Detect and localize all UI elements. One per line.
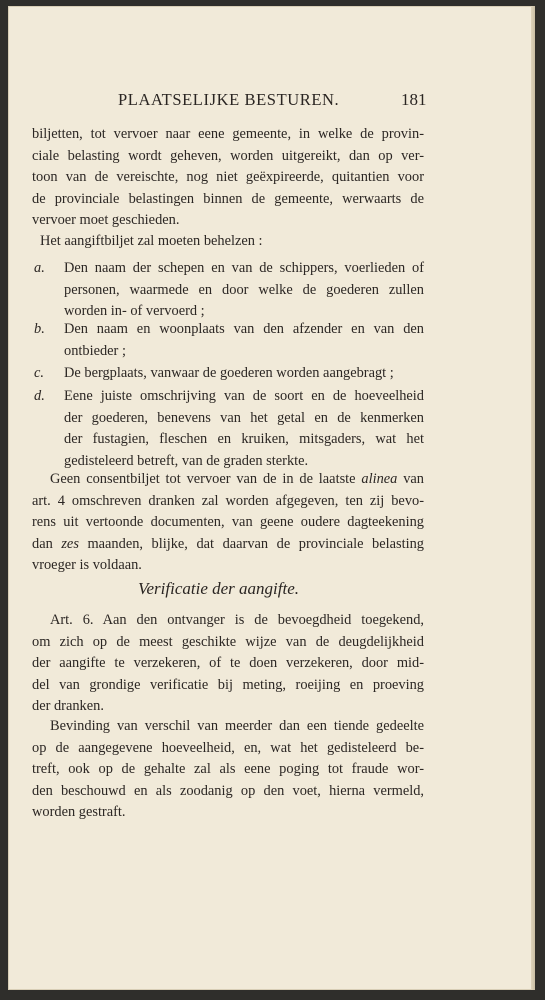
item-letter: c. xyxy=(34,365,44,381)
paragraph-5 xyxy=(32,716,424,824)
text-line: om zich op de meest geschikte wijze van de deugdelijkheid xyxy=(32,633,424,650)
text-line: der dranken. xyxy=(32,698,104,714)
text-line: op de aangegevene hoeveelheid, en, wat het gedisteleerd be- xyxy=(32,739,424,756)
text-line xyxy=(32,469,424,491)
text-line: del van grondige verificatie bij meting, roeijing en proeving xyxy=(32,676,424,693)
text-line: ciale belasting wordt geheven, worden uitgereikt, dan op ver- xyxy=(32,147,424,164)
text-run: van xyxy=(397,471,424,487)
text-line: Bevinding van verschil van meerder dan een tiende gedeelte xyxy=(50,718,424,734)
paragraph-1 xyxy=(32,124,424,232)
text-line: biljetten, tot vervoer naar eene gemeente, in welke de provin- xyxy=(32,126,424,142)
page-number: 181 xyxy=(401,90,427,109)
text-line: Art. 6. Aan den ontvanger is de bevoegdheid toegekend, xyxy=(50,612,424,628)
text-line: treft, ook op de gehalte zal als eene poging tot fraude wor- xyxy=(32,761,424,777)
text-line: Den naam der schepen en van de schippers, voerlieden of xyxy=(64,260,424,276)
text-line: Eene juiste omschrijving van de soort en de hoeveelheid xyxy=(64,388,424,404)
text-line: vroeger is voldaan. xyxy=(32,557,142,573)
text-run: Geen consentbiljet tot vervoer van de in de laatste xyxy=(50,471,362,487)
text-line: gedisteleerd betreft, van de graden sterkte. xyxy=(64,452,309,469)
book-page xyxy=(8,6,535,990)
text-line: rens uit vertoonde documenten, van geene oudere dagteekening xyxy=(32,514,424,530)
list-item-d xyxy=(34,386,424,474)
item-letter: a. xyxy=(34,260,45,276)
text-line: der goederen, benevens van het getal en de kenmerken xyxy=(64,409,424,426)
paragraph-4 xyxy=(32,610,424,718)
text-line: De bergplaats, vanwaar de goederen worden aangebragt ; xyxy=(64,365,394,381)
text-line: Het aangiftbiljet zal moeten behelzen : xyxy=(40,233,263,249)
text-line: ontbieder ; xyxy=(64,342,126,359)
text-run-italic: alinea xyxy=(361,471,398,487)
text-line: Den naam en woonplaats van den afzender en van den xyxy=(64,321,424,337)
section-heading: Verificatie der aangifte. xyxy=(138,579,299,598)
list-item-b xyxy=(34,319,424,363)
text-line: worden gestraft. xyxy=(32,804,126,820)
list-item-c xyxy=(34,363,424,385)
text-line: toon van de vereischte, nog niet geëxpireerde, quitantien voor xyxy=(32,169,424,185)
text-line: der aangifte te verzekeren, of te doen verzekeren, door mid- xyxy=(32,655,424,671)
list-item-a xyxy=(34,258,424,324)
text-line: den beschouwd en als zoodanig op den voet, hierna vermeld, xyxy=(32,782,424,799)
text-line: de provinciale belastingen binnen de gemeente, werwaarts de xyxy=(32,190,424,207)
text-line xyxy=(32,534,424,556)
text-line: personen, waarmede en door welke de goederen zullen xyxy=(64,281,424,298)
text-run: maanden, blijke, dat daarvan de provinciale belasting xyxy=(78,535,424,552)
text-run-italic: zes xyxy=(61,535,79,552)
item-letter: b. xyxy=(34,321,45,337)
paragraph-2 xyxy=(40,231,432,253)
text-line: art. 4 omschreven dranken zal worden afgegeven, ten zij bevo- xyxy=(32,492,424,509)
item-letter: d. xyxy=(34,388,45,404)
running-header: PLAATSELIJKE BESTUREN. xyxy=(118,90,340,109)
text-line: der fustagien, fleschen en kruiken, mitsgaders, wat het xyxy=(64,431,424,447)
text-line: vervoer moet geschieden. xyxy=(32,212,180,228)
text-line: worden in- of vervoerd ; xyxy=(64,303,205,319)
paragraph-3 xyxy=(32,469,424,577)
text-run: dan xyxy=(32,535,62,552)
